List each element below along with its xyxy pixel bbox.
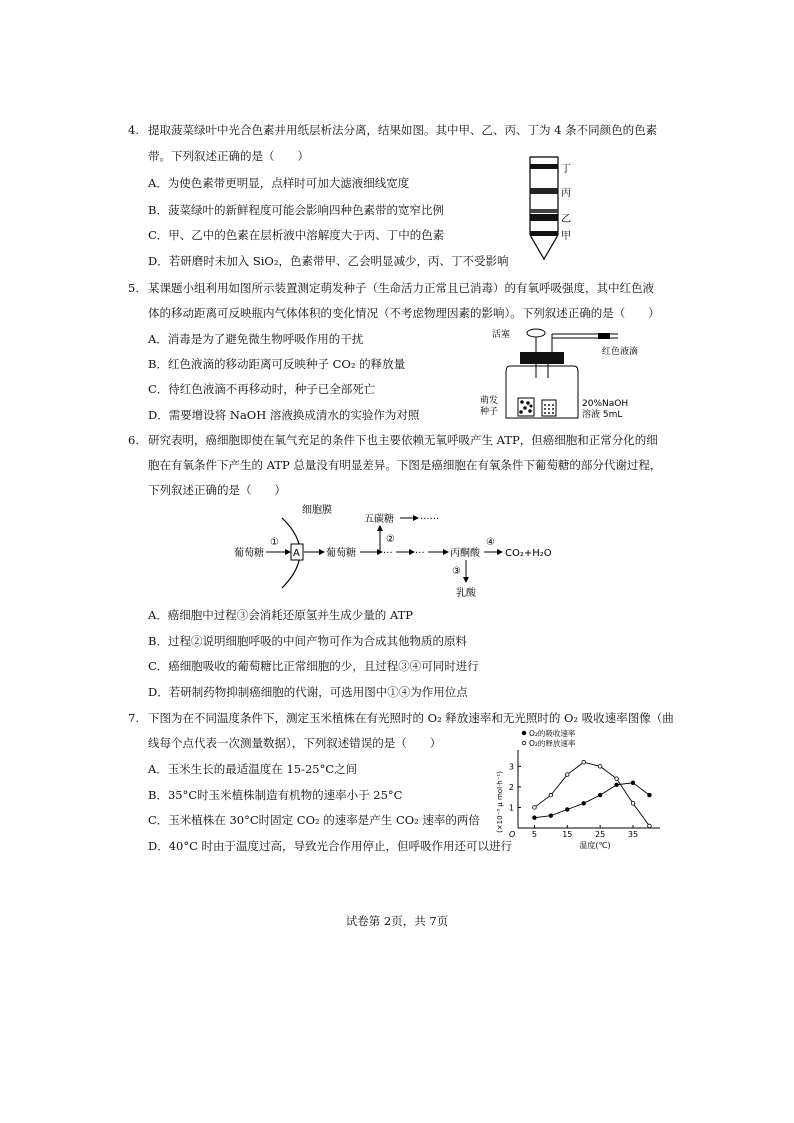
q6-option-d: D．若研制药物抑制癌细胞的代谢，可选用图中①④为作用位点 <box>148 685 468 699</box>
q5-option-a: A．消毒是为了避免微生物呼吸作用的干扰 <box>148 332 364 346</box>
pathway-dots-2: ··· <box>415 548 425 559</box>
page-footer: 试卷第 2页，共 7页 <box>345 914 449 928</box>
data-point-1 <box>533 806 537 810</box>
x-tick-label: 5 <box>531 830 537 839</box>
y-ticks <box>509 762 521 812</box>
q5-stem-line1: 某课题小组利用如图所示装置测定萌发种子（生命活力正常且已消毒）的有氧呼吸强度，其中红色液 <box>148 281 654 295</box>
data-point-1 <box>582 760 586 764</box>
q6-number: 6. <box>128 433 139 447</box>
data-point-1 <box>631 802 635 806</box>
origin-label: O <box>509 830 516 839</box>
q7-option-b: B．35°C时玉米植株制造有机物的速率小于 25°C <box>148 788 403 802</box>
q7-option-d: D．40°C 时由于温度过高，导致光合作用停止，但呼吸作用还可以进行 <box>148 839 513 853</box>
q7-stem-line1: 下图为在不同温度条件下，测定玉米植株在有光照时的 O₂ 释放速率和无光照时的 O₂ 吸收速率图像（曲 <box>148 711 674 725</box>
data-point-0 <box>582 802 586 806</box>
q5-option-b: B．红色液滴的移动距离可反映种子 CO₂ 的释放量 <box>148 357 406 371</box>
naoh-label-1: 20%NaOH <box>582 399 629 409</box>
step-1-label: ① <box>270 537 279 548</box>
q7-stem-line2: 线每个点代表一次测量数据），下列叙述错误的是（ ） <box>148 736 442 750</box>
q4-stem-line1: 提取菠菜绿叶中光合色素并用纸层析法分离，结果如图。其中甲、乙、丙、丁为 4 条不同颜色的色素 <box>148 123 658 137</box>
seed-label-2: 种子 <box>480 407 499 417</box>
data-point-0 <box>533 816 537 820</box>
band-label-bing: 丙 <box>561 188 571 199</box>
q6-stem-line1: 研究表明，癌细胞即使在氧气充足的条件下也主要依赖无氧呼吸产生 ATP，但癌细胞和正常分化的细 <box>148 433 658 447</box>
y-tick-label: 2 <box>508 782 514 792</box>
data-point-1 <box>565 773 569 777</box>
q4-stem-line2: 带。下列叙述正确的是（ ） <box>148 149 309 163</box>
data-point-1 <box>598 765 602 769</box>
q7-option-a: A．玉米生长的最适温度在 15-25°C之间 <box>148 762 358 776</box>
q6-option-a: A．癌细胞中过程③会消耗还原氢并生成少量的 ATP <box>148 608 414 622</box>
pyruvate-label: 丙酮酸 <box>450 548 480 559</box>
seed-label-1: 萌发 <box>480 396 499 406</box>
x-tick-label: 15 <box>562 830 573 839</box>
q7-number: 7. <box>128 711 139 725</box>
q6-stem-line3: 下列叙述正确的是（ ） <box>148 483 286 497</box>
data-point-1 <box>615 777 619 781</box>
chart-legend <box>522 728 576 748</box>
pentose-label: 五碳糖 <box>364 514 394 525</box>
band-label-yi: 乙 <box>561 214 571 225</box>
q4-option-c: C．甲、乙中的色素在层析液中溶解度大于丙、丁中的色素 <box>148 228 445 242</box>
o2-rate-chart <box>488 728 664 852</box>
band-label-jia: 甲 <box>561 231 571 242</box>
naoh-label-2: 溶液 5mL <box>582 410 623 420</box>
data-point-1 <box>549 793 553 797</box>
pentose-dots: ······ <box>420 514 440 525</box>
data-point-1 <box>648 824 652 828</box>
x-tick-label: 35 <box>627 830 639 839</box>
step-3-label: ③ <box>452 566 461 577</box>
legend-label-0: O₂的吸收速率 <box>529 729 576 738</box>
series-group <box>533 760 652 827</box>
q5-number: 5. <box>128 281 139 295</box>
q7-option-c: C．玉米植株在 30°C时固定 CO₂ 的速率是产生 CO₂ 速率的两倍 <box>148 813 480 827</box>
legend-label-1: O₂的释放速率 <box>529 739 576 748</box>
chromatography-strip-figure <box>520 155 590 263</box>
y-tick-label: 3 <box>508 762 514 772</box>
y-axis-label: (×10⁻³ μ mol·h⁻¹) <box>496 771 504 833</box>
y-tick-label: 1 <box>508 803 514 813</box>
band-label-ding: 丁 <box>561 164 571 175</box>
q6-option-c: C．癌细胞吸收的葡萄糖比正常细胞的少，且过程③④可同时进行 <box>148 659 479 673</box>
q4-option-b: B．菠菜绿叶的新鲜程度可能会影响四种色素带的宽窄比例 <box>148 203 444 217</box>
glucose-inside-label: 葡萄糖 <box>326 548 356 559</box>
data-point-0 <box>615 783 619 787</box>
carrier-a-label: A <box>293 548 300 559</box>
data-point-0 <box>549 814 553 818</box>
q5-option-c: C．待红色液滴不再移动时，种子已全部死亡 <box>148 382 376 396</box>
lactate-label: 乳酸 <box>456 588 476 599</box>
glucose-metabolism-diagram <box>230 500 570 600</box>
x-ticks <box>532 825 638 839</box>
series-line-0 <box>534 783 649 818</box>
red-drop-label: 红色液滴 <box>602 347 639 357</box>
step-4-label: ④ <box>486 537 495 548</box>
q4-option-a: A．为使色素带更明显，点样时可加大滤液细线宽度 <box>148 176 410 190</box>
step-2-label: ② <box>386 534 395 545</box>
q5-option-d: D．需要增设将 NaOH 溶液换成清水的实验作为对照 <box>148 408 420 422</box>
x-tick-label: 25 <box>595 830 606 839</box>
data-point-0 <box>565 808 569 812</box>
q4-option-d: D．若研磨时未加入 SiO₂，色素带甲、乙会明显减少，丙、丁不受影响 <box>148 254 509 268</box>
legend-marker-1 <box>522 741 526 745</box>
pathway-dots-1: ··· <box>383 548 393 559</box>
q5-stem-line2: 体的移动距离可反映瓶内气体体积的变化情况（不考虑物理因素的影响）。下列叙述正确的是（ ） <box>148 306 660 320</box>
q6-option-b: B．过程②说明细胞呼吸的中间产物可作为合成其他物质的原料 <box>148 634 467 648</box>
data-point-0 <box>598 793 602 797</box>
respiration-apparatus-figure <box>478 322 668 424</box>
valve-label: 活塞 <box>492 330 511 340</box>
glucose-outside-label: 葡萄糖 <box>234 548 264 559</box>
x-axis-label: 温度(℃) <box>579 841 611 850</box>
membrane-label: 细胞膜 <box>302 505 332 516</box>
products-label: CO₂+H₂O <box>505 548 552 559</box>
legend-marker-0 <box>522 731 526 735</box>
data-point-0 <box>631 781 635 785</box>
data-point-0 <box>648 793 652 797</box>
q4-number: 4. <box>128 123 139 137</box>
q6-stem-line2: 胞在有氧条件下产生的 ATP 总量没有明显差异。下图是癌细胞在有氧条件下葡萄糖的部分代谢过程， <box>148 458 662 472</box>
